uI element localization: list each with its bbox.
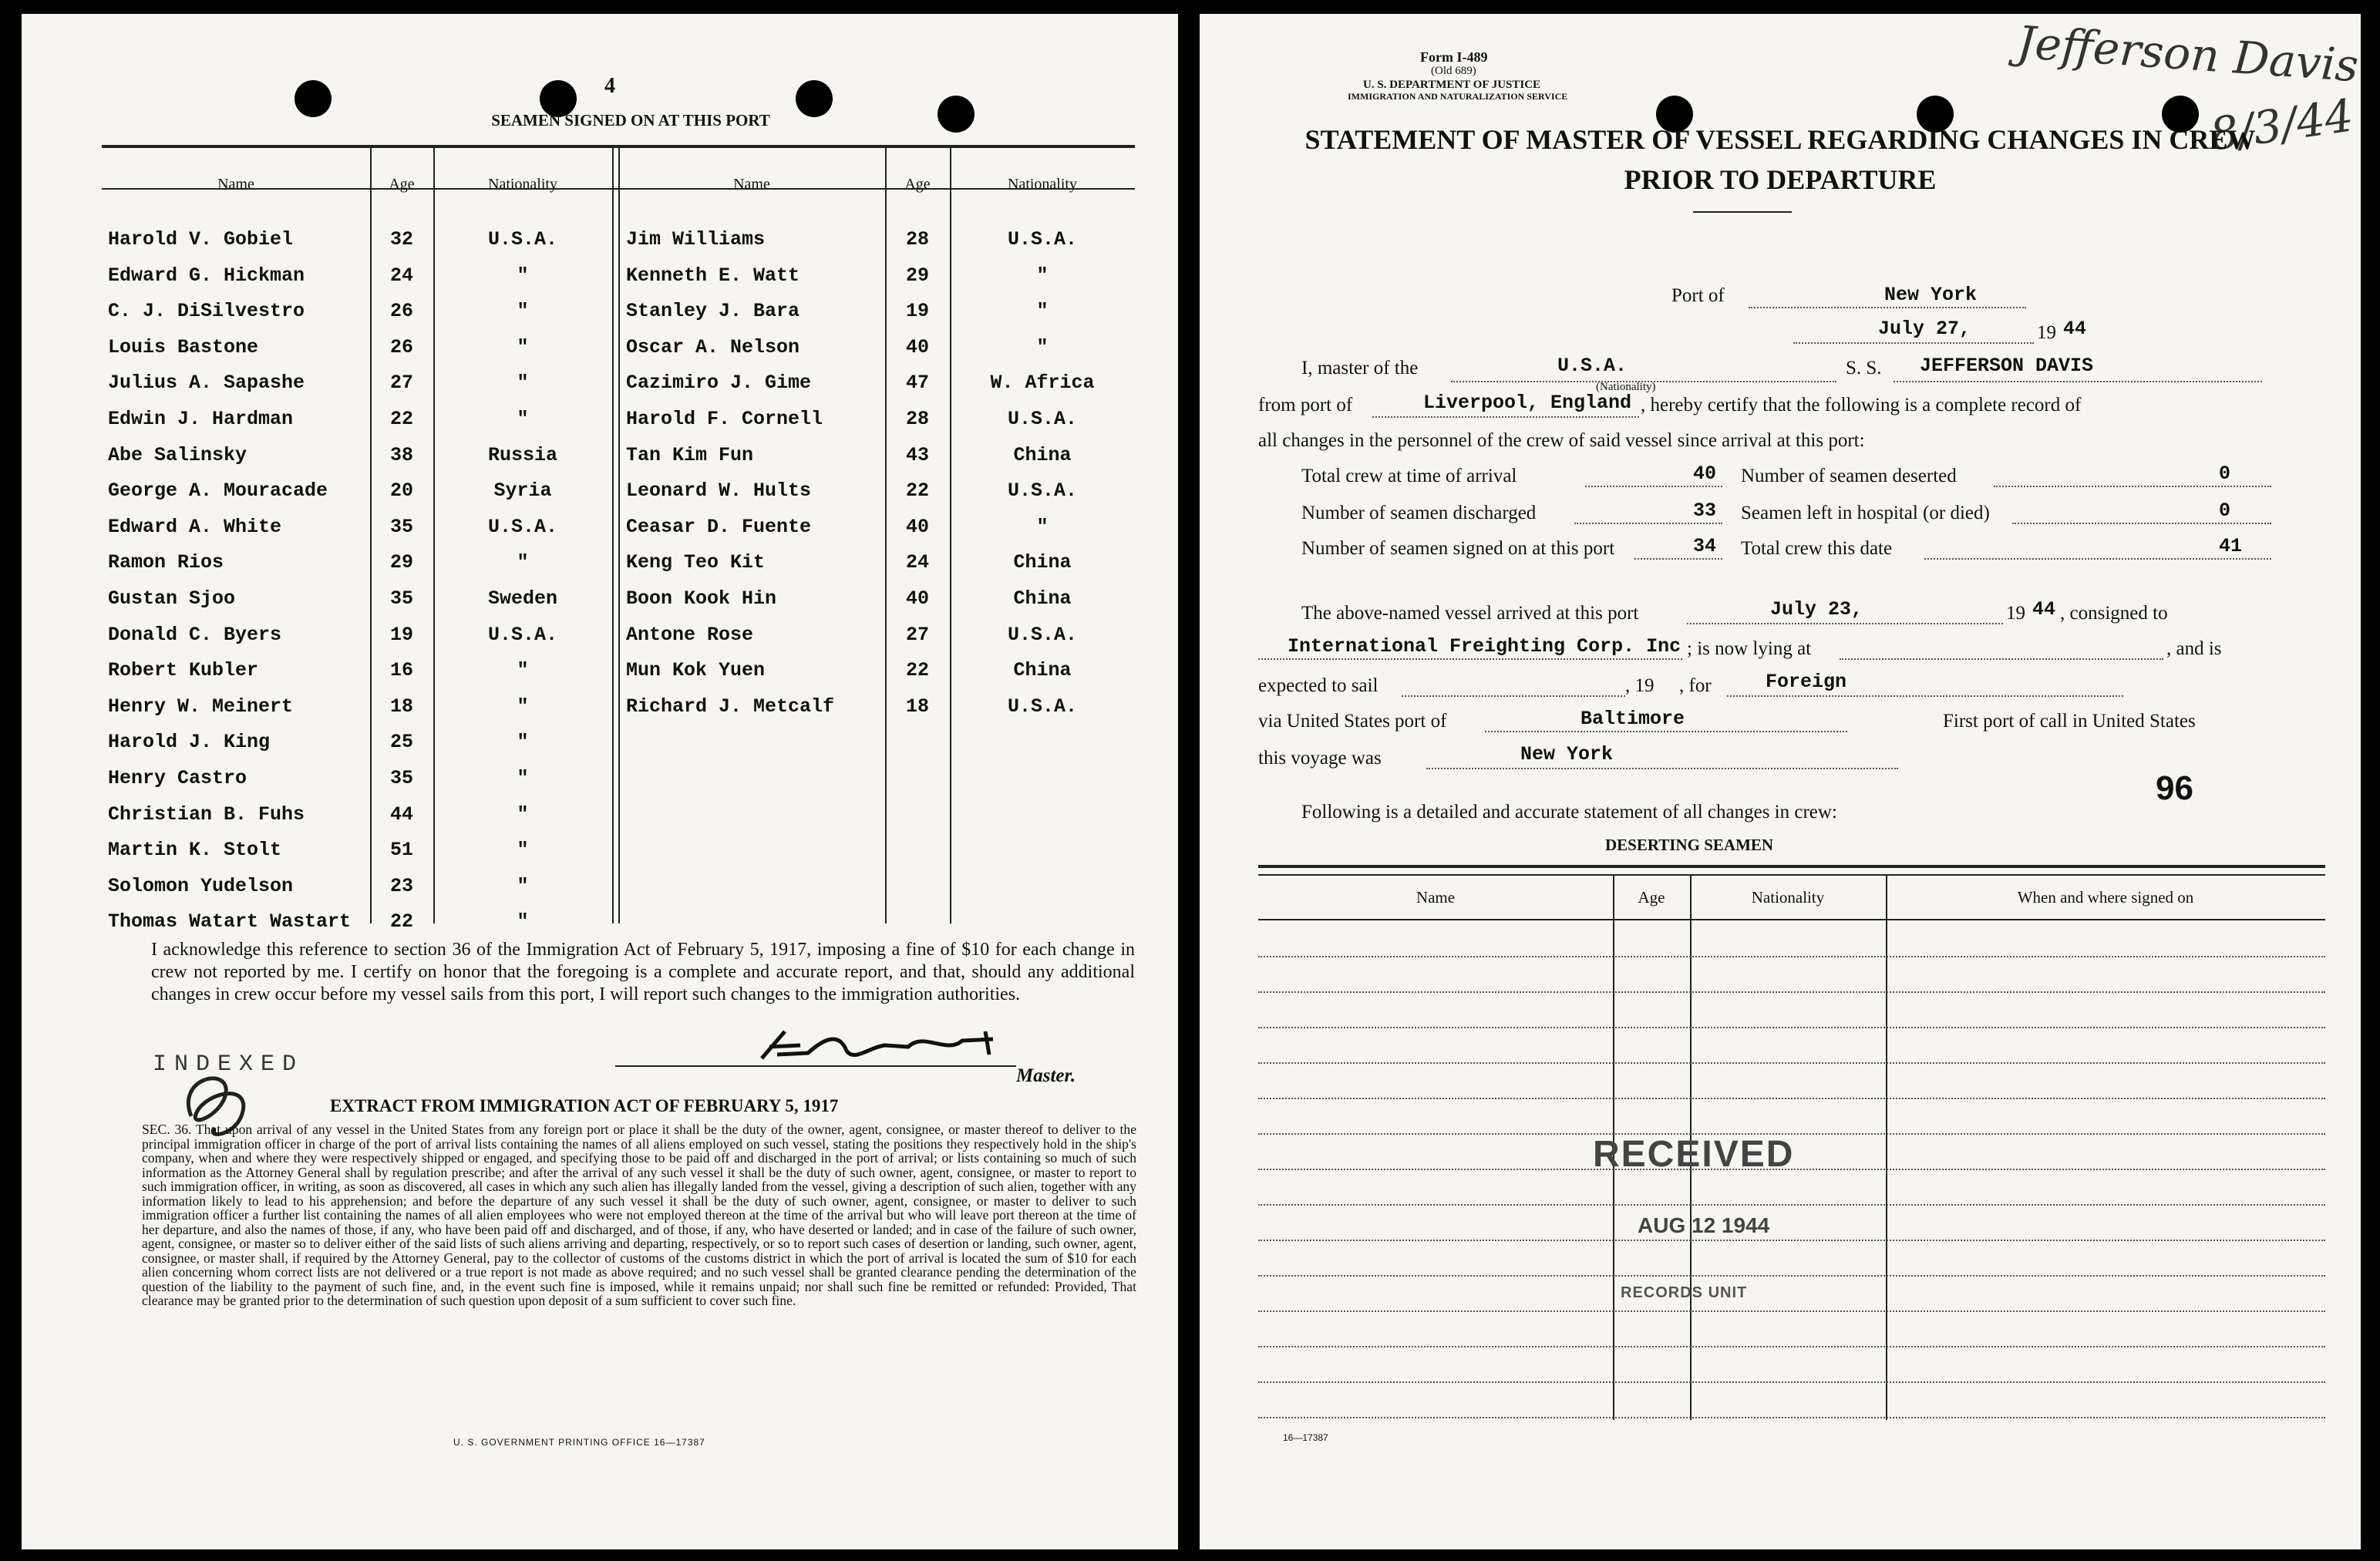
crew-name: Leonard W. Hults	[626, 479, 812, 503]
crew-nationality: Syria	[493, 479, 552, 503]
first-port-label: First port of call in United States	[1943, 711, 2196, 732]
col-header-nationality: Nationality	[1751, 888, 1825, 907]
right-page	[1200, 14, 2361, 1549]
form-code: 16—17387	[1283, 1432, 1328, 1443]
master-label: Master.	[1016, 1065, 1076, 1086]
crew-age: 26	[389, 335, 413, 358]
table-row-rule	[1258, 1346, 2325, 1347]
crew-nationality: "	[517, 551, 529, 574]
crew-age: 29	[905, 264, 929, 287]
crew-name: Keng Teo Kit	[626, 551, 766, 574]
crew-age: 23	[389, 874, 413, 897]
service: IMMIGRATION AND NATURALIZATION SERVICE	[1348, 91, 1568, 102]
crew-nationality: "	[1036, 264, 1049, 287]
crew-age: 28	[905, 228, 929, 251]
punch-hole	[938, 96, 975, 133]
crew-nationality: "	[1036, 515, 1049, 538]
crew-age: 22	[905, 479, 929, 503]
crew-name: Stanley J. Bara	[626, 300, 800, 323]
crew-age: 24	[905, 551, 929, 574]
signed-on-value: 34	[1693, 535, 1717, 557]
lying-label: ; is now lying at	[1687, 638, 1812, 659]
crew-name: Donald C. Byers	[108, 623, 282, 646]
statute-text: SEC. 36. That upon arrival of any vessel in the United States from any foreign port or place it shall be the duty of the owner, agent, consignee, or master thereof to deliver to the principal immigration officer in charge of the port of arrival lists containing the names of all aliens employed on such vessel, stating the positions they respectively hold in the ship's company, when and where they were respectively shipped or engaged, and specifying those to be paid off and discharged in the port of arrival; or lists containing so much of such information as the Attorney General shall by regulation prescribe; and after the arrival of any such vessel it shall be the duty of such owner, agent, consignee, or master to report to such immigration officer, in writing, as soon as discovered, all cases in which any such alien has illegally landed from the vessel, giving a description of such alien, together with any information likely to lead to his apprehension; and before the departure of any such vessel it shall be the duty of such owner, agent, consignee, or master to deliver to such immigration officer a further list containing the names of all alien employees who were not employed thereon at the time of the arrival but who will leave port thereon at the time of her departure, and also the names of those, if any, who have been paid off and discharged, and of those, if any, who have deserted or landed; and in case of the failure of such owner, agent, consignee, or master so to deliver either of the said lists of such aliens arriving and departing, respectively, or so to report such cases of desertion or landing, such owner, agent, consignee, or master shall, if required by the Attorney General, pay to the collector of customs of the customs district in which the port of arrival is located the sum of $10 for each alien concerning whom correct lists are not delivered or a true report is not made as above required; and no such vessel shall be granted clearance pending the determination of the question of the liability to the payment of such fine, and, in the event such fine is imposed, while it remains unpaid; nor shall such fine be remitted or refunded: Provided, That clearance may be granted prior to the determination of such question upon deposit of a sum sufficient to cover such fine.	[142, 1122, 1136, 1308]
table-row-rule	[1258, 1204, 2325, 1206]
crew-name: Gustan Sjoo	[108, 587, 236, 610]
total-crew-value: 41	[2219, 535, 2243, 557]
and-is-label: , and is	[2166, 638, 2222, 659]
port-label: Port of	[1671, 285, 1725, 306]
crew-nationality: China	[1013, 587, 1072, 610]
acknowledgement-text: I acknowledge this reference to section 36 of the Immigration Act of February 5, 1917, imposing a fine of $10 for each change in crew not reported by me. I certify on honor that the foregoing is a complete and accurate report, and that, should any additional changes in crew occur before my vessel sails from this port, I will report such changes to the immigration authorities.	[151, 940, 1135, 1004]
stamp-number: 96	[2156, 769, 2193, 807]
form-subtitle: PRIOR TO DEPARTURE	[1624, 164, 1937, 195]
deserting-title: DESERTING SEAMEN	[1605, 836, 1774, 854]
crew-nationality: U.S.A.	[1007, 695, 1077, 718]
crew-age: 22	[389, 408, 413, 430]
crew-nationality: U.S.A.	[1007, 479, 1077, 503]
crew-name: Christian B. Fuhs	[108, 802, 305, 826]
crew-name: George A. Mouracade	[108, 479, 328, 503]
crew-age: 25	[389, 731, 413, 754]
nationality-caption: (Nationality)	[1596, 381, 1656, 393]
discharged-value: 33	[1693, 500, 1717, 522]
crew-name: Edward G. Hickman	[108, 264, 305, 287]
crew-name: Cazimiro J. Gime	[626, 372, 812, 395]
crew-name: Ramon Rios	[108, 551, 224, 574]
from-port-value: Liverpool, England	[1423, 392, 1632, 414]
crew-age: 35	[389, 767, 413, 789]
crew-age: 27	[905, 623, 929, 646]
crew-age: 40	[905, 587, 929, 610]
crew-name: Ceasar D. Fuente	[626, 515, 812, 538]
crew-age: 35	[389, 587, 413, 610]
crew-age: 35	[389, 515, 413, 538]
table-row-rule	[1258, 1098, 2325, 1099]
master-signature	[754, 1024, 1016, 1078]
via-label: via United States port of	[1258, 711, 1447, 732]
department: U. S. DEPARTMENT OF JUSTICE	[1363, 79, 1541, 91]
crew-nationality: "	[517, 300, 529, 323]
crew-name: Oscar A. Nelson	[626, 335, 800, 358]
crew-nationality: W. Africa	[990, 372, 1095, 395]
crew-age: 38	[389, 443, 413, 466]
crew-nationality: "	[517, 659, 529, 682]
crew-name: Abe Salinsky	[108, 443, 247, 466]
table-row-rule	[1258, 1275, 2325, 1277]
discharged-label: Number of seamen discharged	[1301, 503, 1537, 523]
records-unit: RECORDS UNIT	[1621, 1284, 1748, 1301]
crew-nationality: "	[517, 910, 529, 934]
expected-label: expected to sail	[1258, 675, 1379, 696]
crew-name: Edward A. White	[108, 515, 282, 538]
crew-name: Louis Bastone	[108, 335, 259, 358]
deserted-value: 0	[2219, 463, 2231, 485]
extract-title: EXTRACT FROM IMMIGRATION ACT OF FEBRUARY 5, 1917	[330, 1096, 839, 1115]
year-prefix: 19	[2037, 322, 2056, 343]
crew-name: Boon Kook Hin	[626, 587, 777, 610]
arrived-year: 44	[2032, 598, 2056, 621]
crew-nationality: "	[517, 874, 529, 897]
crew-age: 27	[389, 372, 413, 395]
via-value: Baltimore	[1580, 708, 1685, 730]
page-number: 4	[604, 74, 615, 98]
crew-name: Henry Castro	[108, 767, 247, 789]
crew-age: 32	[389, 228, 413, 251]
received-date: AUG 12 1944	[1638, 1213, 1770, 1237]
crew-name: Tan Kim Fun	[626, 443, 754, 466]
crew-age: 20	[389, 479, 413, 503]
col-header-age: Age	[904, 176, 931, 193]
crew-nationality: U.S.A.	[487, 228, 557, 251]
date-value: July 27,	[1878, 318, 1971, 340]
hospital-label: Seamen left in hospital (or died)	[1741, 503, 1990, 523]
expected-year: , 19	[1625, 675, 1655, 696]
crew-name: Robert Kubler	[108, 659, 259, 682]
total-arrival-value: 40	[1693, 463, 1717, 485]
col-header-name: Name	[733, 176, 770, 193]
handwritten-note: Jefferson Davis	[2015, 15, 2361, 93]
year-value: 44	[2063, 318, 2087, 340]
crew-age: 18	[389, 695, 413, 718]
consigned-label: , consigned to	[2060, 603, 2168, 624]
crew-nationality: "	[517, 731, 529, 754]
crew-nationality: Russia	[487, 443, 557, 466]
port-value: New York	[1884, 284, 1978, 306]
col-header-name: Name	[217, 176, 254, 193]
for-value: Foreign	[1766, 671, 1847, 693]
crew-nationality: "	[517, 408, 529, 430]
left-page	[22, 14, 1178, 1549]
crew-nationality: "	[1036, 335, 1049, 358]
for-label: , for	[1679, 675, 1712, 696]
crew-name: Harold J. King	[108, 731, 271, 754]
crew-name: Jim Williams	[626, 228, 766, 251]
table-row-rule	[1258, 1310, 2325, 1312]
crew-nationality: U.S.A.	[1007, 228, 1077, 251]
crew-name: Richard J. Metcalf	[626, 695, 835, 718]
received-stamp: RECEIVED	[1593, 1134, 1795, 1175]
crew-age: 47	[905, 372, 929, 395]
crew-nationality: "	[517, 839, 529, 862]
crew-age: 44	[389, 802, 413, 826]
crew-name: C. J. DiSilvestro	[108, 300, 305, 323]
voyage-value: New York	[1520, 743, 1614, 765]
crew-age: 19	[389, 623, 413, 646]
crew-age: 26	[389, 300, 413, 323]
crew-age: 18	[905, 695, 929, 718]
col-header-nationality: Nationality	[1008, 176, 1077, 193]
crew-age: 51	[389, 839, 413, 862]
all-changes-text: all changes in the personnel of the crew of said vessel since arrival at this port:	[1258, 430, 1865, 451]
section-title: SEAMEN SIGNED ON AT THIS PORT	[491, 111, 770, 130]
crew-table	[102, 145, 1135, 934]
deserted-label: Number of seamen deserted	[1741, 466, 1957, 486]
crew-nationality: U.S.A.	[1007, 408, 1077, 430]
handwritten-date: 8/3/44	[2207, 89, 2357, 161]
crew-nationality: "	[517, 335, 529, 358]
total-arrival-label: Total crew at time of arrival	[1301, 466, 1517, 486]
form-number: Form I-489	[1420, 49, 1488, 65]
table-row-rule	[1258, 956, 2325, 957]
ss-label: S. S.	[1846, 358, 1882, 378]
following-text: Following is a detailed and accurate statement of all changes in crew:	[1301, 802, 1837, 823]
crew-name: Harold V. Gobiel	[108, 228, 294, 251]
punch-hole	[295, 80, 332, 117]
crew-nationality: U.S.A.	[487, 515, 557, 538]
crew-age: 19	[905, 300, 929, 323]
crew-age: 43	[905, 443, 929, 466]
crew-nationality: China	[1013, 551, 1072, 574]
crew-nationality: "	[1036, 300, 1049, 323]
crew-nationality: Sweden	[487, 587, 557, 610]
form-old: (Old 689)	[1431, 65, 1476, 77]
crew-nationality: "	[517, 695, 529, 718]
table-row-rule	[1258, 1027, 2325, 1028]
certify-text: , hereby certify that the following is a complete record of	[1641, 395, 2082, 415]
table-row-rule	[1258, 1381, 2325, 1383]
crew-nationality: China	[1013, 443, 1072, 466]
crew-nationality: "	[517, 372, 529, 395]
crew-name: Henry W. Meinert	[108, 695, 294, 718]
crew-name: Mun Kok Yuen	[626, 659, 766, 682]
crew-age: 16	[389, 659, 413, 682]
arrived-year-prefix: 19	[2006, 603, 2025, 624]
consignee: International Freighting Corp. Inc	[1288, 635, 1681, 658]
voyage-label: this voyage was	[1258, 748, 1382, 769]
hospital-value: 0	[2219, 500, 2231, 522]
arrived-label: The above-named vessel arrived at this port	[1301, 603, 1639, 624]
crew-nationality: "	[517, 264, 529, 287]
from-port-label: from port of	[1258, 395, 1353, 415]
crew-name: Edwin J. Hardman	[108, 408, 294, 430]
crew-name: Kenneth E. Watt	[626, 264, 800, 287]
form-title: STATEMENT OF MASTER OF VESSEL REGARDING CHANGES IN CREW	[1304, 124, 2256, 155]
crew-age: 40	[905, 515, 929, 538]
table-row-rule	[1258, 1062, 2325, 1064]
table-row-rule	[1258, 991, 2325, 993]
crew-nationality: China	[1013, 659, 1072, 682]
col-header-nationality: Nationality	[488, 176, 557, 193]
crew-nationality: U.S.A.	[1007, 623, 1077, 646]
crew-name: Thomas Watart Wastart	[108, 910, 352, 934]
crew-name: Julius A. Sapashe	[108, 372, 305, 395]
ship-name: JEFFERSON DAVIS	[1920, 355, 2094, 377]
crew-age: 29	[389, 551, 413, 574]
arrived-value: July 23,	[1770, 598, 1863, 621]
crew-age: 22	[389, 910, 413, 934]
crew-name: Martin K. Stolt	[108, 839, 282, 862]
col-header-age: Age	[389, 176, 415, 193]
signed-on-label: Number of seamen signed on at this port	[1301, 538, 1615, 559]
master-of-label: I, master of the	[1301, 358, 1419, 378]
crew-age: 28	[905, 408, 929, 430]
crew-name: Antone Rose	[626, 623, 754, 646]
nationality-value: U.S.A.	[1557, 355, 1628, 377]
total-crew-label: Total crew this date	[1741, 538, 1893, 559]
crew-nationality: "	[517, 767, 529, 789]
crew-name: Solomon Yudelson	[108, 874, 294, 897]
indexed-stamp: INDEXED	[153, 1051, 305, 1078]
table-row-rule	[1258, 1417, 2325, 1418]
printer-line: U. S. GOVERNMENT PRINTING OFFICE 16—17387	[453, 1437, 705, 1448]
crew-age: 24	[389, 264, 413, 287]
crew-age: 40	[905, 335, 929, 358]
crew-nationality: U.S.A.	[487, 623, 557, 646]
crew-age: 22	[905, 659, 929, 682]
crew-nationality: "	[517, 802, 529, 826]
col-header-signed-on: When and where signed on	[2017, 888, 2194, 907]
crew-name: Harold F. Cornell	[626, 408, 823, 430]
col-header-name: Name	[1416, 888, 1456, 907]
col-header-age: Age	[1638, 888, 1665, 907]
table-row-rule	[1258, 1240, 2325, 1241]
